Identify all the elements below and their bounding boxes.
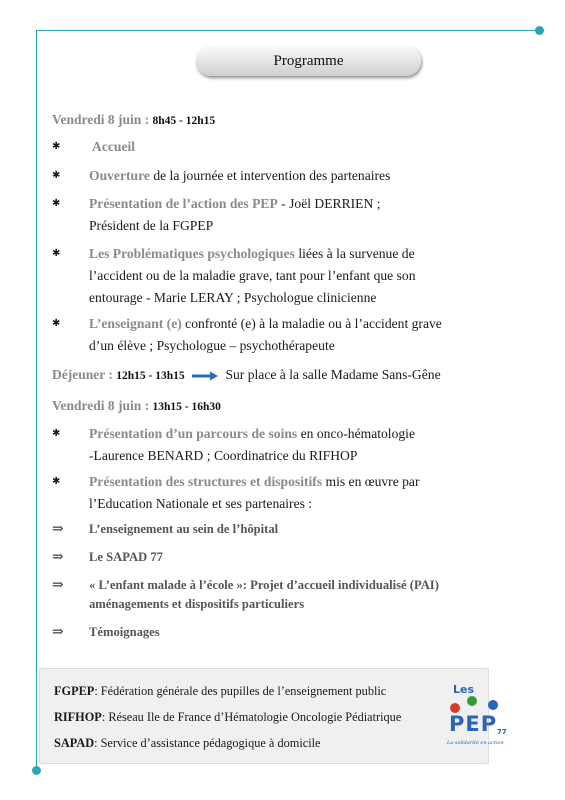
logo-number-text: 77	[497, 728, 507, 736]
asterisk-bullet-icon: ✱	[52, 198, 61, 209]
glossary-abbr: FGPEP	[54, 684, 95, 698]
asterisk-bullet-icon: ✱	[52, 170, 61, 181]
frame-corner-dot	[32, 766, 41, 775]
agenda-item	[52, 193, 512, 237]
glossary-abbr: RIFHOP	[54, 710, 102, 724]
glossary-definition: : Service d’assistance pédagogique à domicile	[94, 736, 321, 750]
logo-tagline-text: La solidarité en action	[447, 740, 504, 746]
item-key: Les Problématiques psychologiques	[89, 246, 295, 261]
item-text: - Joël DERRIEN ;	[277, 196, 381, 211]
sub-item-text: « L’enfant malade à l’école »: Projet d’accueil individualisé (PAI)	[89, 578, 439, 592]
item-text: -Laurence BENARD ; Coordinatrice du RIFHOP	[89, 448, 358, 463]
les-pep-77-logo	[445, 679, 511, 749]
glossary-definition: : Réseau Ile de France d’Hématologie Oncologie Pédiatrique	[101, 710, 402, 724]
sub-item	[52, 548, 512, 567]
glossary-entry	[54, 710, 401, 725]
agenda-item	[52, 313, 512, 357]
sub-item	[52, 576, 512, 614]
afternoon-day: Vendredi 8 juin :	[52, 398, 150, 413]
morning-time: 8h45 - 12h15	[152, 115, 216, 127]
afternoon-time: 13h15 - 16h30	[152, 401, 221, 413]
programme-title: Programme	[196, 46, 421, 76]
asterisk-bullet-icon: ✱	[52, 318, 61, 329]
agenda-item	[52, 423, 512, 467]
item-text: liées à la survenue de	[294, 246, 415, 261]
glossary-entry	[54, 736, 320, 751]
glossary-abbr: SAPAD	[54, 736, 95, 750]
item-key: Ouverture	[89, 168, 150, 183]
double-arrow-icon: ⇒	[52, 522, 64, 537]
asterisk-bullet-icon: ✱	[52, 141, 61, 152]
lunch-place: Sur place à la salle Madame Sans-Gêne	[225, 367, 441, 382]
item-key: Présentation de l’action des PEP	[89, 196, 278, 211]
right-arrow-icon	[192, 371, 218, 381]
item-text: mis en œuvre par	[322, 474, 420, 489]
agenda-item	[52, 243, 512, 309]
item-key: Présentation des structures et dispositifs	[89, 474, 323, 489]
sub-item	[52, 520, 512, 539]
frame-corner-dot	[535, 26, 544, 35]
glossary-entry	[54, 684, 386, 699]
item-key: L’enseignant (e)	[89, 316, 182, 331]
item-key: Présentation d’un parcours de soins	[89, 426, 298, 441]
sub-item-text: Le SAPAD 77	[89, 550, 163, 564]
agenda-item	[52, 136, 512, 158]
item-text: l’Education Nationale et ses partenaires :	[89, 496, 313, 511]
sub-item-text: aménagements et dispositifs particuliers	[89, 597, 305, 611]
double-arrow-icon: ⇒	[52, 625, 64, 640]
frame-left-border	[36, 30, 37, 770]
asterisk-bullet-icon: ✱	[52, 248, 61, 259]
item-key: Accueil	[92, 139, 136, 154]
logo-main-text: PEP	[449, 712, 498, 736]
logo-top-text: Les	[453, 683, 475, 696]
double-arrow-icon: ⇒	[52, 578, 64, 593]
glossary-definition: : Fédération générale des pupilles de l’enseignement public	[94, 684, 387, 698]
item-text: confronté (e) à la maladie ou à l’accident grave	[181, 316, 442, 331]
afternoon-day-heading	[52, 398, 221, 414]
sub-item-text: Témoignages	[89, 625, 160, 639]
frame-top-border	[36, 30, 535, 31]
item-text: en onco-hématologie	[297, 426, 415, 441]
lunch-line	[52, 367, 441, 383]
asterisk-bullet-icon: ✱	[52, 428, 61, 439]
morning-day: Vendredi 8 juin :	[52, 112, 150, 127]
morning-day-heading	[52, 112, 215, 128]
item-text: de la journée et intervention des partenaires	[149, 168, 391, 183]
double-arrow-icon: ⇒	[52, 550, 64, 565]
asterisk-bullet-icon: ✱	[52, 476, 61, 487]
lunch-label: Déjeuner :	[52, 367, 113, 382]
item-text: d’un élève ; Psychologue – psychothérapeute	[89, 338, 335, 353]
lunch-time: 12h15 - 13h15	[116, 370, 185, 382]
sub-item-text: L’enseignement au sein de l’hôpital	[89, 522, 279, 536]
glossary-box	[39, 668, 507, 764]
item-text: Président de la FGPEP	[89, 218, 214, 233]
agenda-item	[52, 471, 512, 515]
agenda-item	[52, 165, 512, 187]
item-text: l’accident ou de la maladie grave, tant pour l’enfant que son	[89, 268, 416, 283]
item-text: entourage - Marie LERAY ; Psychologue clinicienne	[89, 290, 377, 305]
sub-item	[52, 623, 512, 642]
